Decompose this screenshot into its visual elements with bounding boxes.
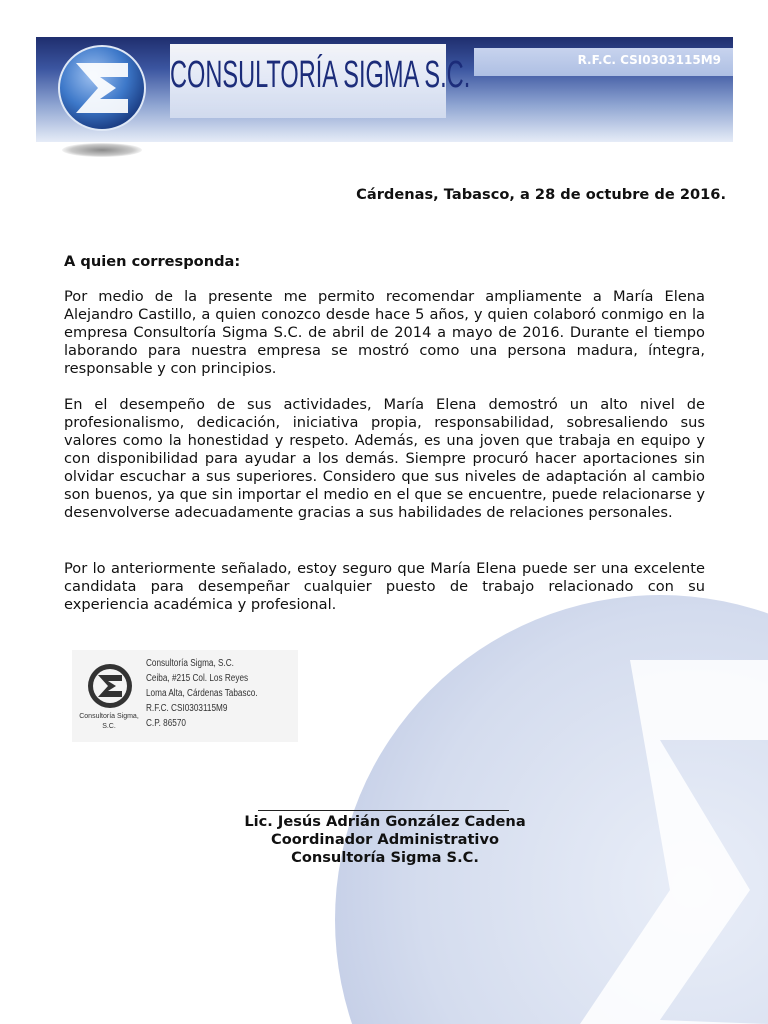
rfc-box bbox=[474, 48, 733, 76]
stamp-line: R.F.C. CSI0303115M9 bbox=[146, 703, 228, 714]
sigma-watermark-icon bbox=[330, 590, 768, 1024]
logo-shadow bbox=[62, 143, 142, 157]
letter-paragraph-2: En el desempeño de sus actividades, María Elena demostró un alto nivel de profesionalismo, dedicación, iniciativa propia, responsabilidad, sobresaliendo sus valores como la honestidad y respeto. Además, es una joven que trabaja en equipo y con disponibilidad para ayudar a los demás. Siempre procuró hacer aportaciones sin olvidar escuchar a sus superiores. Considero que sus niveles de adaptación al cambio son buenos, ya que sin importar el medio en el que se encuentre, puede relacionarse y desenvolverse adecuadamente gracias a sus habilidades de relaciones personales. bbox=[64, 396, 705, 521]
company-stamp bbox=[72, 650, 298, 742]
signer-role: Coordinador Administrativo bbox=[271, 831, 499, 848]
letter-paragraph-3: Por lo anteriormente señalado, estoy seguro que María Elena puede ser una excelente candidata para desempeñar cualquier puesto de trabajo relacionado con su experiencia académica y profesional. bbox=[64, 560, 705, 613]
letter-greeting: A quien corresponda: bbox=[64, 253, 241, 270]
company-title-box bbox=[170, 44, 471, 118]
sigma-logo-icon bbox=[58, 45, 146, 131]
stamp-line: C.P. 86570 bbox=[146, 718, 186, 729]
stamp-line: Consultoría Sigma, S.C. bbox=[146, 658, 234, 669]
rfc-text: R.F.C. CSI0303115M9 bbox=[577, 53, 721, 67]
stamp-line: Ceiba, #215 Col. Los Reyes bbox=[146, 673, 249, 684]
stamp-line: Loma Alta, Cárdenas Tabasco. bbox=[146, 688, 258, 699]
signature-line bbox=[258, 810, 509, 811]
stamp-company-name: Consultoría Sigma, S.C. bbox=[79, 713, 139, 730]
letter-paragraph-1: Por medio de la presente me permito recomendar ampliamente a María Elena Alejandro Castillo, a quien conozco desde hace 5 años, y quien colaboró conmigo en la empresa Consultoría Sigma S.C. de abril de 2014 a mayo de 2016. Durante el tiempo laborando para nuestra empresa se mostró como una persona madura, íntegra, responsable y con principios. bbox=[64, 288, 705, 377]
letter-date: Cárdenas, Tabasco, a 28 de octubre de 2016. bbox=[356, 186, 726, 203]
signer-name: Lic. Jesús Adrián González Cadena bbox=[244, 813, 526, 830]
signer-company: Consultoría Sigma S.C. bbox=[291, 849, 479, 866]
stamp-sigma-icon bbox=[86, 662, 134, 710]
company-title: CONSULTORÍA SIGMA S.C. bbox=[170, 54, 471, 96]
